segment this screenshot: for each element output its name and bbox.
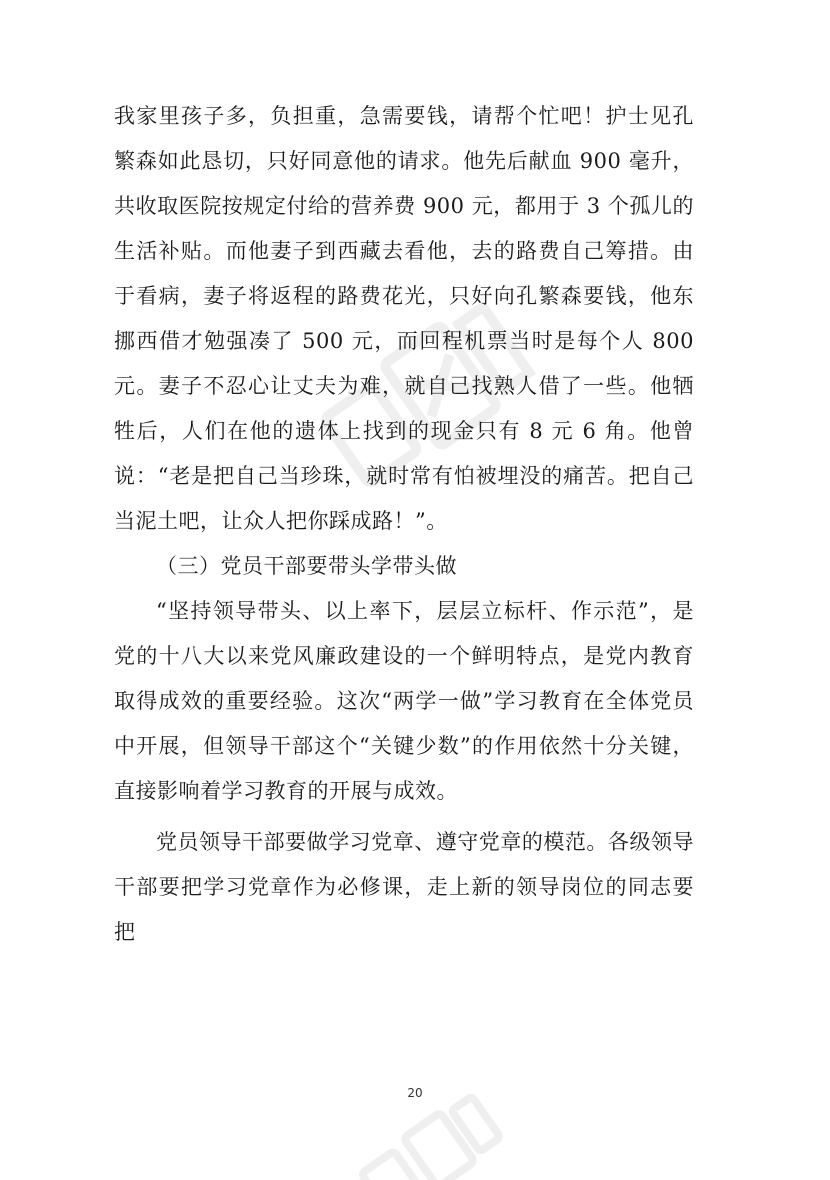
body-paragraph: 党员领导干部要做学习党章、遵守党章的模范。各级领导干部要把学习党章作为必修课，走上新的领导岗位的同志要把 [114,830,694,944]
page-number: 20 [407,1086,423,1100]
document-body [114,94,694,955]
body-paragraph: 我家里孩子多，负担重，急需要钱，请帮个忙吧！护士见孔繁森如此恳切，只好同意他的请求。他先后献血 900 毫升，共收取医院按规定付给的营养费 900 元，都用于 3 个孤儿的生活补贴。而他妻子到西藏去看他，去的路费自己筹措。由于看病，妻子将返程的路费花光，只好向孔繁森要钱，他东挪西借才勉强凑了 500 元，而回程机票当时是每个人 800 元。妻子不忍心让丈夫为难，就自己找熟人借了一些。他牺牲后，人们在他的遗体上找到的现金只有 8 元 6 角。他曾说：“老是把自己当珍珠，就时常有怕被埋没的痛苦。把自己当泥土吧，让众人把你踩成路！”。 [114,104,694,533]
section-heading: （三）党员干部要带头学带头做 [156,554,457,578]
watermark-logo-icon [330,1090,530,1180]
body-paragraph: “坚持领导带头、以上率下，层层立标杆、作示范”，是党的十八大以来党风廉政建设的一个鲜明特点，是党内教育取得成效的重要经验。这次“两学一做”学习教育在全体党员中开展，但领导干部这个“关键少数”的作用依然十分关键，直接影响着学习教育的开展与成效。 [114,599,694,803]
